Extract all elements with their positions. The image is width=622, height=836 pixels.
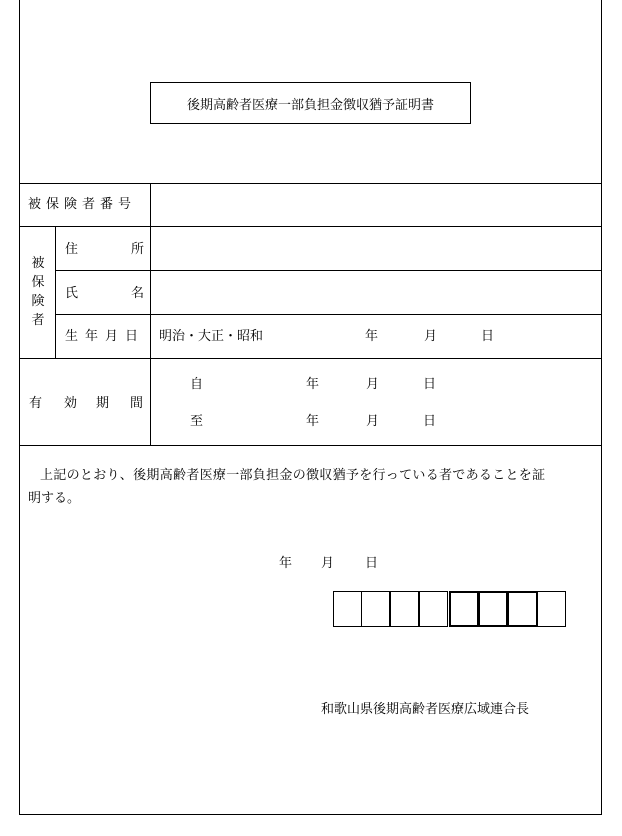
insured-number-field[interactable] (151, 184, 601, 226)
code-box-6[interactable] (478, 591, 508, 627)
code-box-8[interactable] (537, 591, 566, 627)
issue-date-month: 月 (321, 556, 335, 571)
frame-top-left-edge (19, 0, 20, 78)
row-divider-3 (55, 314, 602, 315)
insured-char-2: 保 (31, 275, 45, 290)
name-label-left: 氏 (65, 286, 79, 301)
birthdate-day: 日 (481, 329, 495, 344)
table-bottom-border (19, 445, 602, 446)
code-box-3[interactable] (390, 591, 419, 627)
certification-line-1: 上記のとおり、後期高齢者医療一部負担金の徴収猶予を行っている者であることを証 (40, 468, 546, 483)
validity-char-3: 期 (96, 396, 110, 411)
row-divider-4 (19, 358, 602, 359)
validity-to-month: 月 (366, 414, 380, 429)
document-title: 後期高齢者医療一部負担金徴収猶予証明書 (186, 97, 434, 113)
insured-number-label: 被保険者番号 (28, 197, 137, 212)
validity-to-year: 年 (306, 414, 320, 429)
title-box (150, 82, 471, 124)
code-box-5[interactable] (449, 591, 479, 627)
insured-group-divider (55, 226, 56, 358)
certification-line-2: 明する。 (28, 491, 81, 506)
validity-from-label: 自 (190, 377, 204, 392)
insured-char-1: 被 (31, 256, 45, 271)
issue-date-year: 年 (279, 556, 293, 571)
validity-char-2: 効 (64, 396, 78, 411)
validity-from-day: 日 (423, 377, 437, 392)
birthdate-era: 明治・大正・昭和 (159, 329, 264, 344)
name-label-right: 名 (131, 286, 145, 301)
validity-from-year: 年 (306, 377, 320, 392)
code-box-1[interactable] (333, 591, 362, 627)
frame-top-right-edge (601, 0, 602, 78)
validity-to-label: 至 (190, 414, 204, 429)
code-box-7[interactable] (507, 591, 538, 627)
birthdate-month: 月 (424, 329, 438, 344)
issue-date-day: 日 (365, 556, 379, 571)
code-box-2[interactable] (361, 591, 390, 627)
insured-char-4: 者 (31, 313, 45, 328)
validity-from-month: 月 (366, 377, 380, 392)
address-label-right: 所 (131, 242, 145, 257)
birthdate-label: 生年月日 (65, 329, 146, 344)
issuer-name: 和歌山県後期高齢者医療広域連合長 (321, 702, 530, 717)
name-field[interactable] (151, 271, 601, 314)
address-field[interactable] (151, 227, 601, 270)
address-label-left: 住 (65, 242, 79, 257)
insured-char-3: 険 (31, 294, 45, 309)
validity-to-day: 日 (423, 414, 437, 429)
validity-char-1: 有 (29, 396, 43, 411)
code-box-4[interactable] (419, 591, 448, 627)
birthdate-year: 年 (365, 329, 379, 344)
validity-char-4: 間 (130, 396, 144, 411)
insured-group-label (30, 254, 46, 330)
